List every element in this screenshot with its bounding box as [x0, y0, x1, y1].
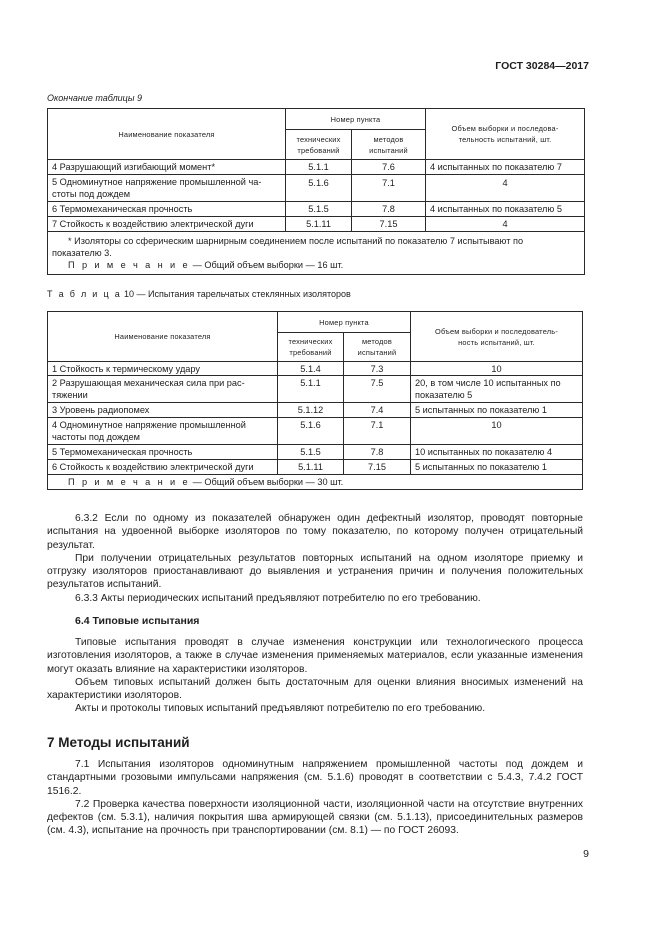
cell-req: 5.1.6: [278, 418, 344, 445]
text-block: [47, 512, 583, 605]
cell-name-l1: 2 Разрушающая механическая сила при рас-: [52, 378, 245, 388]
cell-name-l1: 5 Одноминутное напряжение промышленной ча-: [52, 177, 262, 187]
table-row: [48, 217, 585, 232]
table10-head-req-l1: технических: [288, 337, 333, 346]
page-number: 9: [583, 848, 589, 860]
cell-meth: 7.1: [344, 418, 411, 445]
cell-meth: 7.8: [352, 202, 426, 217]
table-row: [48, 202, 585, 217]
cell-sample-l2: показателю 5: [415, 390, 473, 400]
cell-sample: 10 испытанных по показателю 4: [411, 445, 583, 460]
table-row: [48, 418, 583, 445]
cell-sample: 4 испытанных по показателю 5: [426, 202, 585, 217]
paragraph-6-3-2b: При получении отрицательных результатов повторных испытаний на одном изоляторе приемку и отгрузку изоляторов приостанавливают до выявления и устранения причин и получения положительных результатов испытаний.: [47, 552, 583, 591]
text-block: [47, 758, 583, 838]
table9-caption: Окончание таблицы 9: [47, 93, 142, 103]
table9-head-sample: [426, 109, 585, 160]
cell-name-l2: стоты под дождем: [52, 189, 131, 199]
table-row: [48, 175, 585, 202]
cell-req: 5.1.1: [286, 160, 352, 175]
table-row: [48, 403, 583, 418]
table10-head-req-l2: требований: [289, 348, 332, 357]
table-row: [48, 160, 585, 175]
paragraph-6-4a: Типовые испытания проводят в случае изменения конструкции или технологического процесса изготовления изоляторов, а также в случае изменения применяемых материалов, если указанные изменения могут оказать влияние на характеристики изоляторов.: [47, 637, 583, 675]
cell-req: 5.1.6: [286, 175, 352, 202]
cell-name: 5 Термомеханическая прочность: [48, 445, 278, 460]
cell-sample-l1: 20, в том числе 10 испытанных по: [415, 378, 561, 388]
table10-head-sample-l1: Объем выборки и последователь-: [435, 326, 558, 336]
cell-meth: 7.15: [344, 460, 411, 475]
standard-code: ГОСТ 30284—2017: [495, 60, 589, 72]
cell-sample: 4 испытанных по показателю 7: [426, 160, 585, 175]
table10-head-req: [278, 333, 344, 362]
table-row: [48, 460, 583, 475]
cell-name: 7 Стойкость к воздействию электрической дуги: [48, 217, 286, 232]
table9-note-text: — Общий объем выборки — 16 шт.: [190, 260, 344, 270]
table10-caption: [47, 289, 351, 299]
table9-head-req-l2: требований: [297, 145, 340, 155]
paragraph-6-4c: Акты и протоколы типовых испытаний предъявляют потребителю по его требованию.: [75, 703, 486, 715]
cell-name: [48, 175, 286, 202]
cell-req: 5.1.5: [286, 202, 352, 217]
cell-meth: 7.6: [352, 160, 426, 175]
table10-caption-label: Т а б л и ц а: [47, 289, 122, 299]
cell-sample: 10: [411, 418, 583, 445]
cell-req: 5.1.1: [278, 376, 344, 403]
cell-name-l2: частоты под дождем: [52, 432, 140, 442]
table10-note: [48, 475, 583, 490]
cell-meth: 7.5: [344, 376, 411, 403]
paragraph-6-4b: Объем типовых испытаний должен быть достаточным для оценки влияния вносимых изменений на характеристики изоляторов.: [47, 676, 583, 702]
cell-name: 6 Стойкость к воздействию электрической дуги: [48, 460, 278, 475]
table9: [47, 108, 585, 275]
cell-req: 5.1.4: [278, 362, 344, 376]
cell-name: 1 Стойкость к термическому удару: [48, 362, 278, 376]
cell-req: 5.1.11: [278, 460, 344, 475]
table9-head-sample-l1: Объем выборки и последова-: [451, 124, 559, 133]
table10-note-text: — Общий объем выборки — 30 шт.: [190, 477, 344, 487]
table9-head-name: Наименование показателя: [48, 109, 286, 160]
section-heading-6-4: 6.4 Типовые испытания: [75, 615, 200, 627]
table9-head-req-l1: технических: [296, 134, 341, 144]
paragraph-7-2: 7.2 Проверка качества поверхности изоляционной части, изоляционной части на отсутствие внутренних дефектов (см. 5.3.1), наличия покрытия шва армирующей связки (см. 5.1.13), присоединительных размеров (см. 4.3), испытание на прочность при транспортировании (см. 8.1) — по ГОСТ 26093.: [47, 798, 583, 837]
paragraph-6-3-2: 6.3.2 Если по одному из показателей обнаружен один дефектный изолятор, проводят повторные испытания на удвоенной выборке изоляторов по тому показателю, по которому получен отрицательный результат.: [47, 513, 583, 551]
table9-head-meth-l1: методов: [373, 134, 404, 144]
cell-meth: 7.15: [352, 217, 426, 232]
table9-footnotes: [48, 232, 585, 275]
table9-footnote-l1: * Изоляторы со сферическим шарнирным соединением после испытаний по показателю 7 испытывают по: [68, 236, 524, 246]
cell-meth: 7.8: [344, 445, 411, 460]
cell-meth: 7.4: [344, 403, 411, 418]
table10-caption-text: 10 — Испытания тарельчатых стеклянных изоляторов: [121, 289, 351, 299]
cell-sample: 4: [426, 175, 585, 202]
paragraph-7-1: 7.1 Испытания изоляторов одноминутным напряжением промышленной частоты под дождем и стандартными грозовыми импульсами напряжения (см. 5.1.6) проводят в соответствии с 5.4.3, 7.4.2 ГОСТ 1516.2.: [47, 759, 583, 797]
cell-name-l2: тяжении: [52, 390, 88, 400]
table9-head-group: Номер пункта: [286, 109, 426, 130]
table10-footer: [48, 475, 583, 490]
cell-name: 6 Термомеханическая прочность: [48, 202, 286, 217]
table-row: [48, 362, 583, 376]
table-row: [48, 376, 583, 403]
table9-head-req: [286, 130, 352, 160]
cell-meth: 7.1: [352, 175, 426, 202]
table9-note-label: П р и м е ч а н и е: [68, 260, 191, 270]
cell-sample: 4: [426, 217, 585, 232]
table-row: [48, 445, 583, 460]
cell-req: 5.1.11: [286, 217, 352, 232]
cell-sample: 5 испытанных по показателю 1: [411, 403, 583, 418]
cell-name: [48, 376, 278, 403]
table10-head-meth: [344, 333, 411, 362]
table10-head-group: Номер пункта: [278, 312, 411, 333]
table10-head-meth-l1: методов: [362, 337, 392, 346]
table9-note: [68, 259, 580, 271]
cell-name-l1: 4 Одноминутное напряжение промышленной: [52, 420, 246, 430]
cell-name: 3 Уровень радиопомех: [48, 403, 278, 418]
cell-meth: 7.3: [344, 362, 411, 376]
paragraph-6-3-3: 6.3.3 Акты периодических испытаний предъявляют потребителю по его требованию.: [75, 592, 481, 604]
table9-footer: [48, 232, 585, 275]
text-block: [47, 636, 583, 716]
table10-head-sample-l2: ность испытаний, шт.: [458, 337, 535, 347]
cell-req: 5.1.5: [278, 445, 344, 460]
cell-sample: 5 испытанных по показателю 1: [411, 460, 583, 475]
cell-name: [48, 418, 278, 445]
cell-name: 4 Разрушающий изгибающий момент*: [48, 160, 286, 175]
cell-sample: 10: [411, 362, 583, 376]
table10-head-sample: [411, 312, 583, 362]
table10-head-name: Наименование показателя: [48, 312, 278, 362]
section-heading-7: 7 Методы испытаний: [47, 735, 190, 750]
cell-sample: [411, 376, 583, 403]
table9-head-meth: [352, 130, 426, 160]
table9-head-sample-l2: тельность испытаний, шт.: [458, 135, 552, 144]
table10: [47, 311, 583, 490]
table9-head-meth-l2: испытаний: [369, 145, 408, 155]
cell-req: 5.1.12: [278, 403, 344, 418]
table9-footnote-l2: показателю 3.: [52, 248, 112, 258]
table10-head-meth-l2: испытаний: [357, 348, 397, 357]
table10-note-label: П р и м е ч а н и е: [68, 477, 191, 487]
